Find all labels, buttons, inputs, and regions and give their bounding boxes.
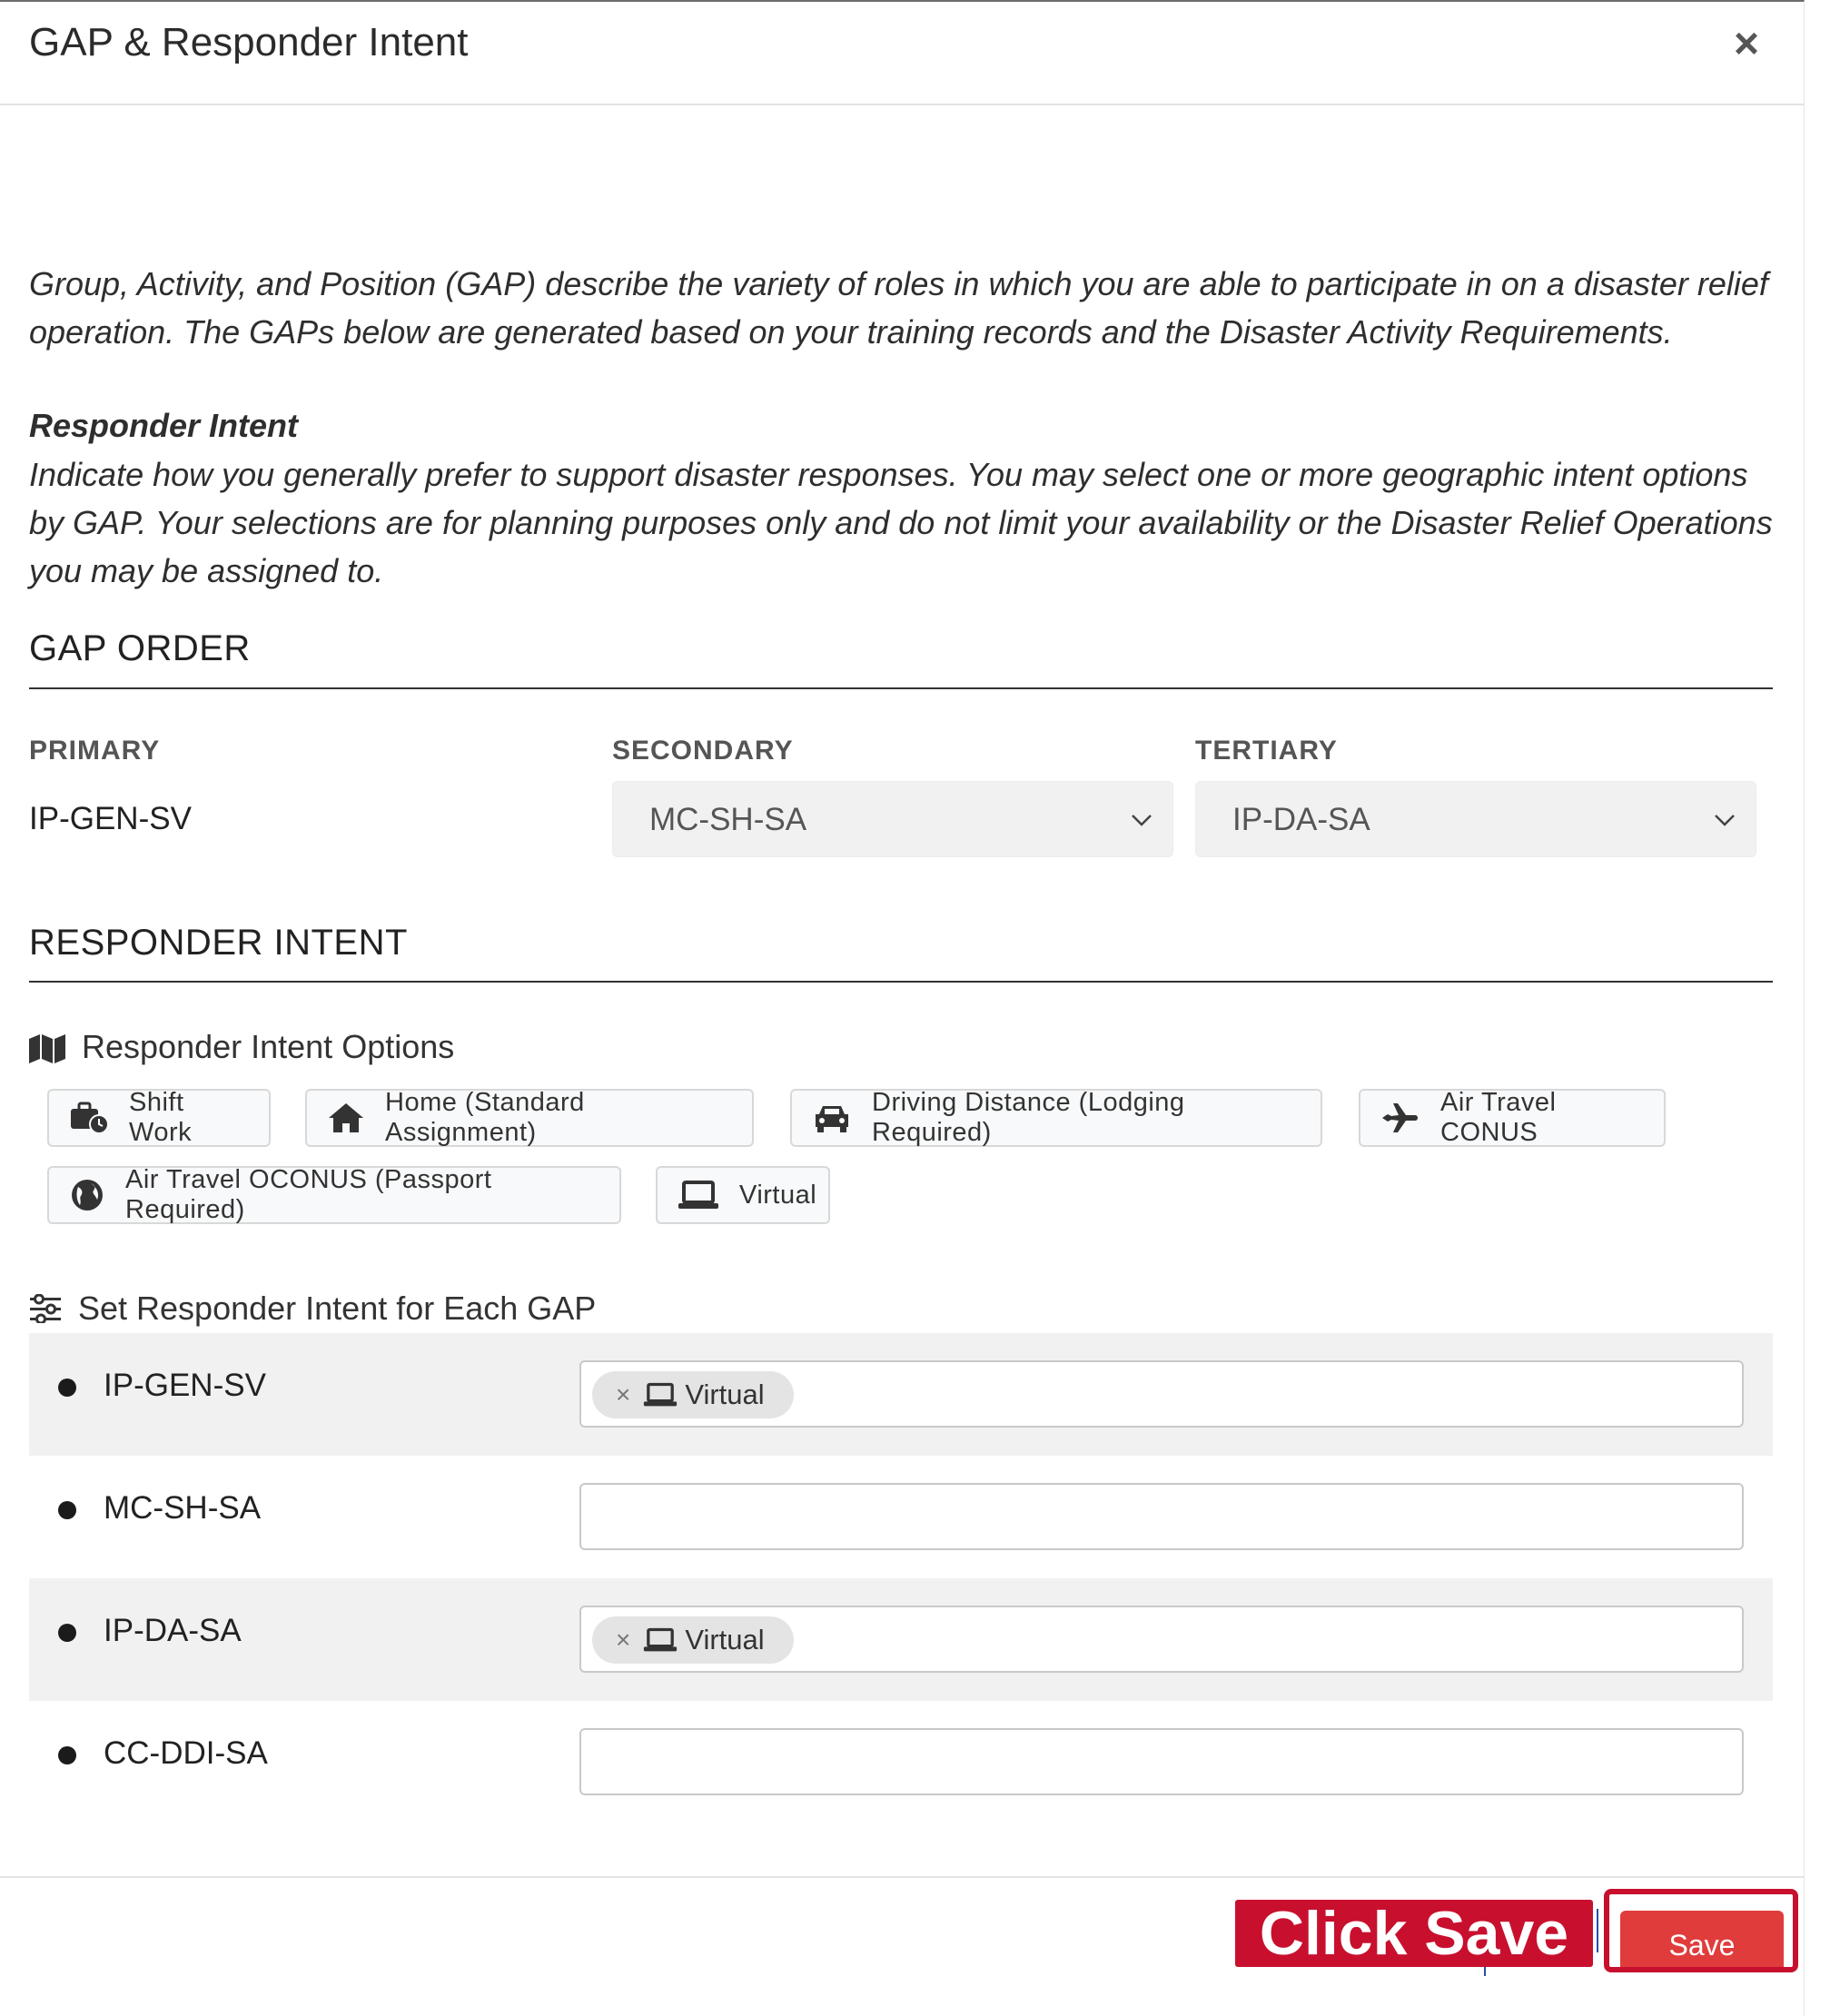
chevron-down-icon [1712,807,1737,833]
briefcase-clock-icon [69,1102,109,1134]
gap-name: IP-DA-SA [104,1613,242,1648]
tag-label: Virtual [685,1624,765,1655]
set-intent-heading [29,1290,596,1328]
intent-options-heading [29,1028,454,1066]
save-button[interactable]: Save [1620,1911,1784,1972]
click-save-callout: Click Save [1235,1900,1593,1967]
option-virtual[interactable] [656,1166,830,1224]
option-label: Shift Work [129,1088,193,1147]
primary-label: PRIMARY [29,736,161,766]
bullet [58,1624,76,1642]
remove-tag-icon[interactable]: × [616,1626,631,1654]
gap-intent-row [29,1456,1773,1578]
close-icon[interactable]: × [1733,20,1760,68]
home-icon [327,1102,365,1134]
responder-intent-heading: RESPONDER INTENT [29,923,408,963]
gap-name: IP-GEN-SV [104,1368,266,1403]
car-icon [812,1102,852,1134]
bullet [58,1746,76,1764]
map-icon [29,1034,65,1063]
plane-icon [1380,1102,1420,1134]
option-label: Air Travel OCONUS (Passport Required) [125,1165,492,1224]
modal-footer-divider [0,1876,1804,1878]
option-shift-work[interactable] [47,1089,271,1147]
responder-intent-description: Indicate how you generally prefer to support disaster responses. You may select one or more geographic intent options by GAP. Your selections are for planning purposes only and do not limit your availability or the Disaster Relief Operations you may be assigned to. [29,456,1773,589]
gap-description: Group, Activity, and Position (GAP) describe the variety of roles in which you are able to participate in on a disaster relief operation. The GAPs below are generated based on your training records and the Disaster Activity Requirements. [29,265,1768,351]
sliders-icon [29,1294,62,1323]
responder-intent-subheading: Responder Intent [29,407,299,444]
responder-intent-divider [29,981,1773,983]
tag-label: Virtual [685,1379,765,1410]
secondary-gap-select[interactable] [612,781,1173,857]
option-label: Virtual [739,1180,817,1210]
save-highlight-box [1604,1889,1798,1972]
gap-intent-multiselect[interactable] [579,1360,1744,1428]
laptop-icon [678,1180,719,1211]
gap-intent-multiselect[interactable] [579,1606,1744,1673]
laptop-icon [643,1627,678,1653]
selected-tag-virtual [592,1616,794,1664]
gap-intent-row [29,1701,1773,1823]
tertiary-gap-select[interactable] [1195,781,1756,857]
bullet [58,1379,76,1397]
option-driving-distance[interactable] [790,1089,1322,1147]
tertiary-label: TERTIARY [1195,736,1338,766]
option-home[interactable] [305,1089,754,1147]
secondary-gap-value: MC-SH-SA [649,802,807,837]
gap-intent-multiselect[interactable] [579,1728,1744,1795]
gap-name: CC-DDI-SA [104,1735,268,1771]
set-intent-heading-text: Set Responder Intent for Each GAP [78,1290,597,1327]
gap-intent-row [29,1333,1773,1456]
intent-options-heading-text: Responder Intent Options [82,1028,455,1065]
cursor-artifact [1597,1909,1598,1952]
tertiary-gap-value: IP-DA-SA [1232,802,1370,837]
option-air-travel-conus[interactable] [1359,1089,1666,1147]
gap-intent-multiselect[interactable] [579,1483,1744,1550]
modal-title: GAP & Responder Intent [29,20,469,64]
modal-header [0,2,1804,105]
chevron-down-icon [1129,807,1154,833]
option-label: Driving Distance (Lodging Required) [872,1088,1185,1147]
globe-icon [69,1178,105,1212]
option-label: Home (Standard Assignment) [385,1088,585,1147]
bullet [58,1501,76,1519]
primary-gap-value: IP-GEN-SV [29,801,192,836]
gap-name: MC-SH-SA [104,1490,262,1526]
option-air-travel-oconus[interactable] [47,1166,621,1224]
gap-intent-row [29,1578,1773,1701]
secondary-label: SECONDARY [612,736,794,766]
remove-tag-icon[interactable]: × [616,1380,631,1408]
gap-order-divider [29,687,1773,689]
laptop-icon [643,1382,678,1408]
gap-order-heading: GAP ORDER [29,628,251,668]
selected-tag-virtual [592,1371,794,1418]
option-label: Air Travel CONUS [1440,1088,1557,1147]
